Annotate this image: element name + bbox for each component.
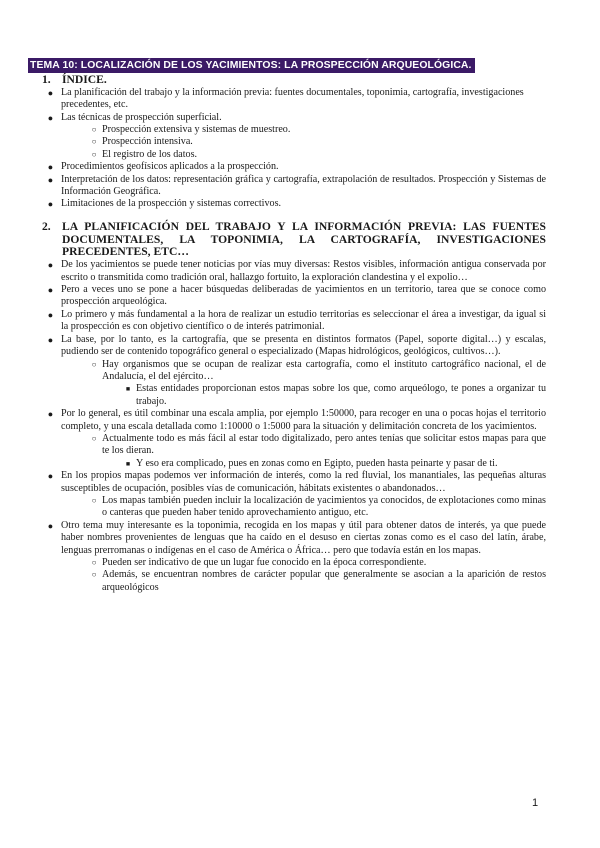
list-item xyxy=(86,495,546,520)
bullet-icon: ● xyxy=(47,87,54,98)
list-item-text: Otro tema muy interesante es la toponimia, recogida en los mapas y útil para obtener datos de interés, ya que puede haber nombres provenientes de lenguas que ha caído en el desuso en ciertas zonas como es el caso del latín, árabe, lenguas prerromanas o indígenas en el caso de América o África… pero que todavía están en los mapas. xyxy=(61,519,546,556)
list-item-text: Procedimientos geofísicos aplicados a la prospección. xyxy=(61,161,279,173)
circle-bullet-icon: ○ xyxy=(91,570,97,580)
list-item xyxy=(40,259,546,284)
section-number: 1. xyxy=(42,73,51,86)
list-item-text: Los mapas también pueden incluir la localización de yacimientos ya conocidos, de explotaciones como minas o canteras que pueden haber tenido aprovechamiento antiguo, etc. xyxy=(102,494,546,519)
list-item-text: El registro de los datos. xyxy=(102,148,198,160)
bullet-icon: ● xyxy=(47,309,54,320)
document-title: TEMA 10: LOCALIZACIÓN DE LOS YACIMIENTOS: LA PROSPECCIÓN ARQUEOLÓGICA. xyxy=(28,58,475,73)
bullet-icon: ● xyxy=(47,409,54,420)
list-item-text: Actualmente todo es más fácil al estar todo digitalizado, pero antes tenías que solicitar estos mapas para que te los dieran. xyxy=(102,432,546,457)
list-item xyxy=(86,359,546,384)
list-item xyxy=(40,87,546,112)
list-item xyxy=(86,136,546,148)
square-bullet-icon: ■ xyxy=(125,385,131,394)
list-item xyxy=(40,520,546,557)
list-item-text: La base, por lo tanto, es la cartografía, que se presenta en distintos formatos (Papel, soporte digital…) y escalas, pudiendo ser de contenido topográfico general o especializado (Mapas hidrológicos, geológicos, cultivos…). xyxy=(61,333,546,358)
section-heading-index xyxy=(42,74,546,87)
list-item-text: Y eso era complicado, pues en zonas como en Egipto, pueden hasta peinarte y pasar de ti. xyxy=(136,457,498,469)
list-item xyxy=(40,309,546,334)
list-item xyxy=(40,284,546,309)
list-item xyxy=(40,334,546,359)
list-item xyxy=(120,383,546,408)
bullet-icon: ● xyxy=(47,334,54,345)
list-item-text: Estas entidades proporcionan estos mapas sobre los que, como arqueólogo, te pones a organizar tu trabajo. xyxy=(136,383,546,407)
section-title: ÍNDICE. xyxy=(62,73,107,86)
list-item-text: Pero a veces uno se pone a hacer búsquedas deliberadas de yacimientos en un territorio, tarea que se conoce como prospección arqueológica. xyxy=(61,284,546,308)
bullet-icon: ● xyxy=(47,174,54,185)
bullet-icon: ● xyxy=(47,471,54,482)
list-item-text: Prospección extensiva y sistemas de muestreo. xyxy=(102,124,291,136)
section-heading-planning xyxy=(42,221,546,259)
bullet-icon: ● xyxy=(47,112,54,123)
list-item-text: En los propios mapas podemos ver información de interés, como la red fluvial, los manantiales, las pequeñas alturas susceptibles de ocupación, posibles vías de comunicación, hábitats existentes o abandonados… xyxy=(61,470,546,494)
list-item-text: Pueden ser indicativo de que un lugar fue conocido en la época correspondiente. xyxy=(102,557,427,568)
circle-bullet-icon: ○ xyxy=(91,149,97,159)
list-item-text: La planificación del trabajo y la información previa: fuentes documentales, toponimia, cartografía, investigaciones precedentes, etc. xyxy=(61,86,524,111)
list-item xyxy=(40,470,546,495)
list-item-text: Las técnicas de prospección superficial. xyxy=(61,111,222,123)
list-item xyxy=(86,569,546,594)
bullet-icon: ● xyxy=(47,285,54,296)
list-item-text: Lo primero y más fundamental a la hora de realizar un estudio territorias es seleccionar el área a investigar, da igual si la prospección es con objetivo científico o de interés patrimonial. xyxy=(61,308,546,333)
list-item xyxy=(86,557,546,569)
list-item xyxy=(86,124,546,136)
circle-bullet-icon: ○ xyxy=(91,433,97,443)
bullet-icon: ● xyxy=(47,260,54,271)
circle-bullet-icon: ○ xyxy=(91,495,97,505)
list-item-text: Por lo general, es útil combinar una escala amplia, por ejemplo 1:50000, para recoger en una o pocas hojas el territorio completo, y una escala detallada como 1:10000 o 1:5000 para la situación y delimitación concreta de los yacimientos. xyxy=(61,408,546,432)
bullet-icon: ● xyxy=(47,162,54,173)
list-item-text: Prospección intensiva. xyxy=(102,136,193,148)
list-item xyxy=(40,174,546,199)
list-item-text: De los yacimientos se puede tener noticias por vías muy diversas: Restos visibles, información antigua conservada por escrito o transmitida como tradición oral, hallazgo fortuito, la exploración clandestina y el expolio… xyxy=(61,259,546,283)
section-title: LA PLANIFICACIÓN DEL TRABAJO Y LA INFORMACIÓN PREVIA: LAS FUENTES DOCUMENTALES, LA TOPONIMIA, LA CARTOGRAFÍA, INVESTIGACIONES PRECEDENTES, ETC… xyxy=(62,219,546,259)
circle-bullet-icon: ○ xyxy=(91,125,97,135)
list-item xyxy=(40,198,546,210)
bullet-icon: ● xyxy=(47,199,54,210)
square-bullet-icon: ■ xyxy=(125,459,131,468)
circle-bullet-icon: ○ xyxy=(91,359,97,369)
list-item-text: Hay organismos que se ocupan de realizar esta cartografía, como el instituto cartográfico nacional, el de Andalucía, el del ejército… xyxy=(102,358,546,382)
page-number: 1 xyxy=(532,797,539,809)
list-item xyxy=(86,433,546,458)
list-item-text: Limitaciones de la prospección y sistemas correctivos. xyxy=(61,198,282,210)
list-item xyxy=(40,112,546,124)
list-item xyxy=(40,408,546,433)
document-body xyxy=(28,74,546,594)
list-item xyxy=(86,149,546,161)
circle-bullet-icon: ○ xyxy=(91,558,97,567)
circle-bullet-icon: ○ xyxy=(91,137,97,147)
list-item xyxy=(120,458,546,470)
list-item-text: Además, se encuentran nombres de carácter popular que generalmente se asocian a la aparición de restos arqueológicos xyxy=(102,569,546,593)
list-item-text: Interpretación de los datos: representación gráfica y cartografía, extrapolación de resultados. Prospección y Sistemas de Información Geográfica. xyxy=(61,173,546,198)
bullet-icon: ● xyxy=(47,520,54,531)
section-number: 2. xyxy=(42,219,51,233)
list-item xyxy=(40,161,546,173)
